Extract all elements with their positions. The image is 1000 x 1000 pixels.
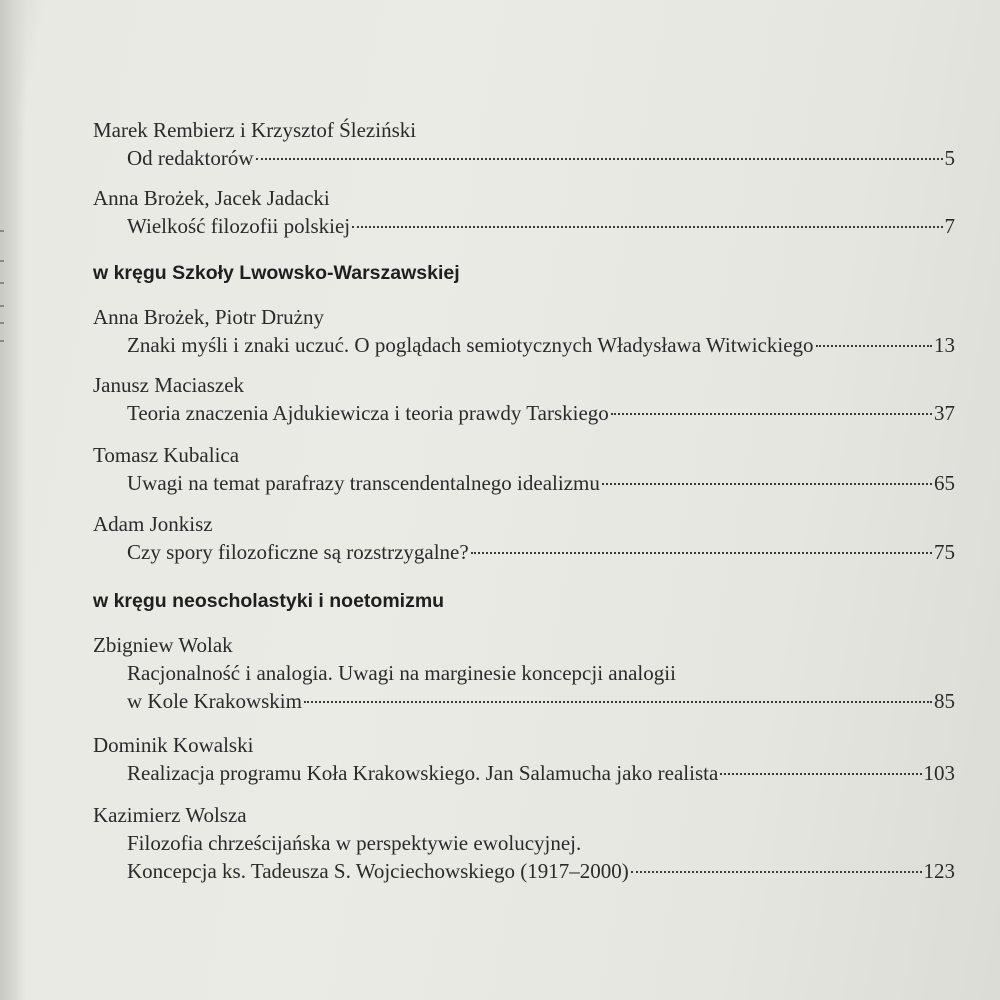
dot-leader bbox=[256, 158, 943, 160]
entry-page-number: 65 bbox=[934, 471, 955, 495]
dot-leader bbox=[816, 345, 932, 347]
toc-entry bbox=[93, 303, 955, 359]
entry-author: Zbigniew Wolak bbox=[93, 633, 233, 657]
entry-author: Dominik Kowalski bbox=[93, 733, 254, 757]
entry-title-line bbox=[127, 212, 955, 240]
dot-leader bbox=[352, 226, 942, 228]
toc-entry bbox=[93, 116, 955, 172]
entry-title: Realizacja programu Koła Krakowskiego. Jan Salamucha jako realista bbox=[127, 761, 719, 785]
entry-title-line bbox=[127, 759, 955, 787]
toc-entry bbox=[93, 631, 955, 715]
toc-entry bbox=[93, 510, 955, 566]
entry-title-line bbox=[127, 331, 955, 359]
entry-title-continued: w Kole Krakowskim bbox=[127, 689, 302, 713]
entry-title-line bbox=[127, 687, 955, 715]
entry-title-continued: Koncepcja ks. Tadeusza S. Wojciechowskiego (1917–2000) bbox=[127, 859, 629, 883]
entry-title: Racjonalność i analogia. Uwagi na marginesie koncepcji analogii bbox=[127, 661, 676, 685]
entry-page-number: 5 bbox=[944, 146, 955, 170]
entry-title: Wielkość filozofii polskiej bbox=[127, 214, 351, 238]
entry-author: Anna Brożek, Jacek Jadacki bbox=[93, 186, 330, 210]
entry-page-number: 13 bbox=[934, 333, 955, 357]
entry-title-line bbox=[127, 144, 955, 172]
entry-author: Janusz Maciaszek bbox=[93, 373, 245, 397]
entry-title-line bbox=[127, 829, 955, 857]
entry-title: Filozofia chrześcijańska w perspektywie ewolucyjnej. bbox=[127, 831, 582, 855]
entry-title: Znaki myśli i znaki uczuć. O poglądach semiotycznych Władysława Witwickiego bbox=[127, 333, 814, 357]
entry-page-number: 37 bbox=[934, 401, 955, 425]
dot-leader bbox=[304, 701, 932, 703]
entry-author: Adam Jonkisz bbox=[93, 512, 213, 536]
entry-page-number: 103 bbox=[923, 761, 955, 785]
entry-page-number: 85 bbox=[934, 689, 955, 713]
dot-leader bbox=[611, 413, 932, 415]
entry-title: Teoria znaczenia Ajdukiewicza i teoria prawdy Tarskiego bbox=[127, 401, 609, 425]
dot-leader bbox=[631, 871, 922, 873]
toc-entry bbox=[93, 731, 955, 787]
toc-entry bbox=[93, 801, 955, 885]
toc-entry bbox=[93, 371, 955, 427]
dot-leader bbox=[720, 773, 921, 775]
entry-author: Tomasz Kubalica bbox=[93, 443, 240, 467]
entry-title: Od redaktorów bbox=[127, 146, 254, 170]
dot-leader bbox=[602, 483, 932, 485]
binding-marks bbox=[0, 220, 6, 370]
entry-title: Czy spory filozoficzne są rozstrzygalne? bbox=[127, 540, 469, 564]
dot-leader bbox=[471, 552, 932, 554]
section-heading: w kręgu Szkoły Lwowsko-Warszawskiej bbox=[93, 262, 460, 284]
entry-title: Uwagi na temat parafrazy transcendentalnego idealizmu bbox=[127, 471, 600, 495]
entry-author: Kazimierz Wolsza bbox=[93, 803, 247, 827]
entry-title-line bbox=[127, 538, 955, 566]
entry-page-number: 123 bbox=[923, 859, 955, 883]
entry-title-line bbox=[127, 399, 955, 427]
entry-title-line bbox=[127, 857, 955, 885]
toc-entry bbox=[93, 441, 955, 497]
toc-entry bbox=[93, 184, 955, 240]
entry-title-line bbox=[127, 659, 955, 687]
entry-page-number: 7 bbox=[944, 214, 955, 238]
entry-title-line bbox=[127, 469, 955, 497]
entry-author: Anna Brożek, Piotr Drużny bbox=[93, 305, 324, 329]
section-heading: w kręgu neoscholastyki i noetomizmu bbox=[93, 590, 445, 612]
entry-author: Marek Rembierz i Krzysztof Śleziński bbox=[93, 118, 417, 142]
page-edge-shadow bbox=[0, 0, 26, 1000]
entry-page-number: 75 bbox=[934, 540, 955, 564]
